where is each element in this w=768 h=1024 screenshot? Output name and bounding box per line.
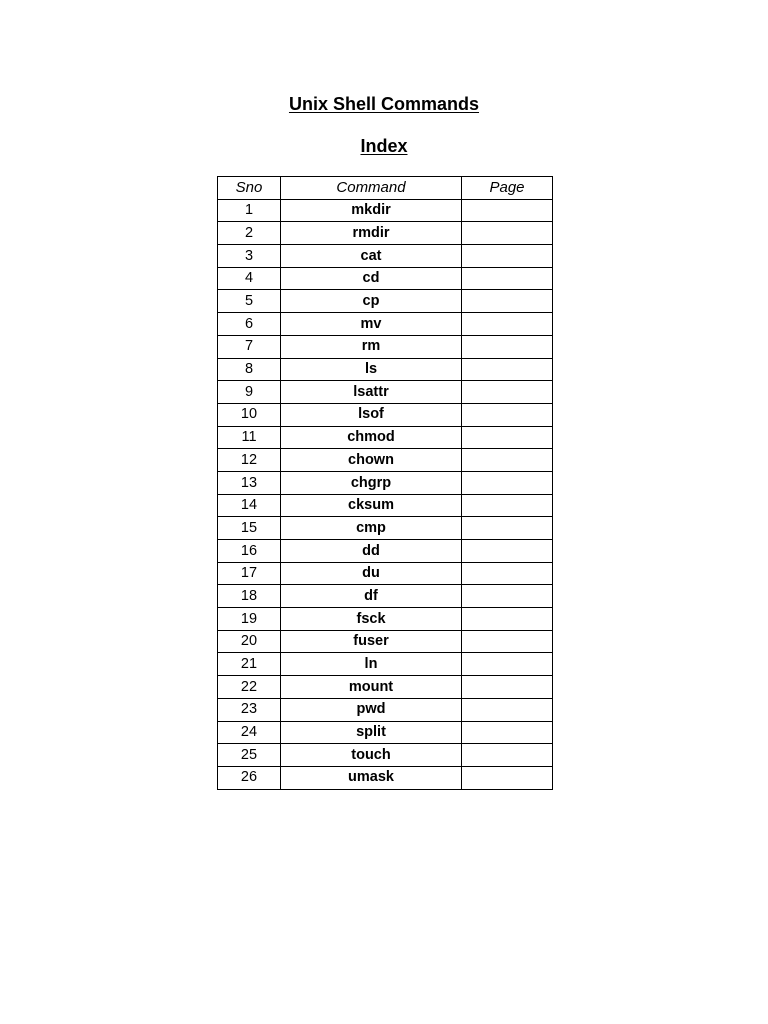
cell-page	[462, 426, 553, 449]
cell-sno: 20	[218, 630, 281, 653]
cell-sno: 1	[218, 199, 281, 222]
cell-sno: 6	[218, 313, 281, 336]
table-body	[218, 199, 553, 789]
cell-sno: 7	[218, 335, 281, 358]
table-row	[218, 676, 553, 699]
index-table	[217, 176, 553, 790]
cell-page	[462, 222, 553, 245]
cell-sno: 12	[218, 449, 281, 472]
cell-sno: 23	[218, 698, 281, 721]
table-row	[218, 494, 553, 517]
cell-sno: 15	[218, 517, 281, 540]
cell-page	[462, 381, 553, 404]
cell-page	[462, 562, 553, 585]
cell-sno: 11	[218, 426, 281, 449]
table-row	[218, 698, 553, 721]
cell-sno: 13	[218, 471, 281, 494]
column-header-sno: Sno	[218, 177, 281, 200]
cell-sno: 18	[218, 585, 281, 608]
table-row	[218, 199, 553, 222]
cell-page	[462, 744, 553, 767]
table-row	[218, 449, 553, 472]
table-row	[218, 381, 553, 404]
table-row	[218, 630, 553, 653]
cell-command: cmp	[281, 517, 462, 540]
table-row	[218, 403, 553, 426]
column-header-command: Command	[281, 177, 462, 200]
cell-sno: 19	[218, 608, 281, 631]
cell-page	[462, 698, 553, 721]
cell-command: mv	[281, 313, 462, 336]
table-row	[218, 290, 553, 313]
cell-command: mount	[281, 676, 462, 699]
cell-page	[462, 290, 553, 313]
cell-page	[462, 630, 553, 653]
cell-sno: 3	[218, 245, 281, 268]
cell-command: lsof	[281, 403, 462, 426]
cell-command: chmod	[281, 426, 462, 449]
cell-sno: 21	[218, 653, 281, 676]
cell-command: cat	[281, 245, 462, 268]
table-header-row	[218, 177, 553, 200]
table-row	[218, 471, 553, 494]
cell-sno: 14	[218, 494, 281, 517]
cell-page	[462, 766, 553, 789]
cell-page	[462, 540, 553, 563]
table-row	[218, 766, 553, 789]
cell-command: fuser	[281, 630, 462, 653]
cell-page	[462, 608, 553, 631]
cell-command: touch	[281, 744, 462, 767]
table-row	[218, 744, 553, 767]
cell-page	[462, 721, 553, 744]
cell-command: cp	[281, 290, 462, 313]
table-row	[218, 426, 553, 449]
cell-page	[462, 403, 553, 426]
cell-sno: 24	[218, 721, 281, 744]
cell-page	[462, 449, 553, 472]
cell-command: rmdir	[281, 222, 462, 245]
table-row	[218, 608, 553, 631]
index-heading: Index	[360, 136, 408, 156]
table-row	[218, 222, 553, 245]
cell-page	[462, 585, 553, 608]
cell-sno: 17	[218, 562, 281, 585]
table-row	[218, 721, 553, 744]
cell-sno: 25	[218, 744, 281, 767]
cell-sno: 9	[218, 381, 281, 404]
table-row	[218, 335, 553, 358]
column-header-page: Page	[462, 177, 553, 200]
cell-command: ln	[281, 653, 462, 676]
cell-command: rm	[281, 335, 462, 358]
cell-page	[462, 313, 553, 336]
cell-page	[462, 358, 553, 381]
cell-command: mkdir	[281, 199, 462, 222]
cell-sno: 2	[218, 222, 281, 245]
cell-sno: 22	[218, 676, 281, 699]
table-row	[218, 245, 553, 268]
document-title: Unix Shell Commands	[288, 94, 480, 114]
cell-command: chown	[281, 449, 462, 472]
cell-sno: 26	[218, 766, 281, 789]
cell-page	[462, 267, 553, 290]
cell-page	[462, 494, 553, 517]
cell-command: split	[281, 721, 462, 744]
cell-sno: 16	[218, 540, 281, 563]
cell-command: du	[281, 562, 462, 585]
table-row	[218, 267, 553, 290]
cell-page	[462, 335, 553, 358]
cell-command: cd	[281, 267, 462, 290]
table-row	[218, 585, 553, 608]
cell-page	[462, 517, 553, 540]
table-row	[218, 540, 553, 563]
cell-page	[462, 245, 553, 268]
cell-command: pwd	[281, 698, 462, 721]
cell-sno: 8	[218, 358, 281, 381]
cell-command: cksum	[281, 494, 462, 517]
cell-sno: 5	[218, 290, 281, 313]
cell-sno: 4	[218, 267, 281, 290]
table-row	[218, 517, 553, 540]
table-row	[218, 313, 553, 336]
cell-page	[462, 653, 553, 676]
cell-command: lsattr	[281, 381, 462, 404]
cell-sno: 10	[218, 403, 281, 426]
table-row	[218, 562, 553, 585]
cell-command: dd	[281, 540, 462, 563]
cell-page	[462, 199, 553, 222]
cell-page	[462, 471, 553, 494]
table-row	[218, 358, 553, 381]
cell-command: fsck	[281, 608, 462, 631]
table-row	[218, 653, 553, 676]
cell-command: ls	[281, 358, 462, 381]
cell-command: chgrp	[281, 471, 462, 494]
cell-page	[462, 676, 553, 699]
cell-command: umask	[281, 766, 462, 789]
cell-command: df	[281, 585, 462, 608]
